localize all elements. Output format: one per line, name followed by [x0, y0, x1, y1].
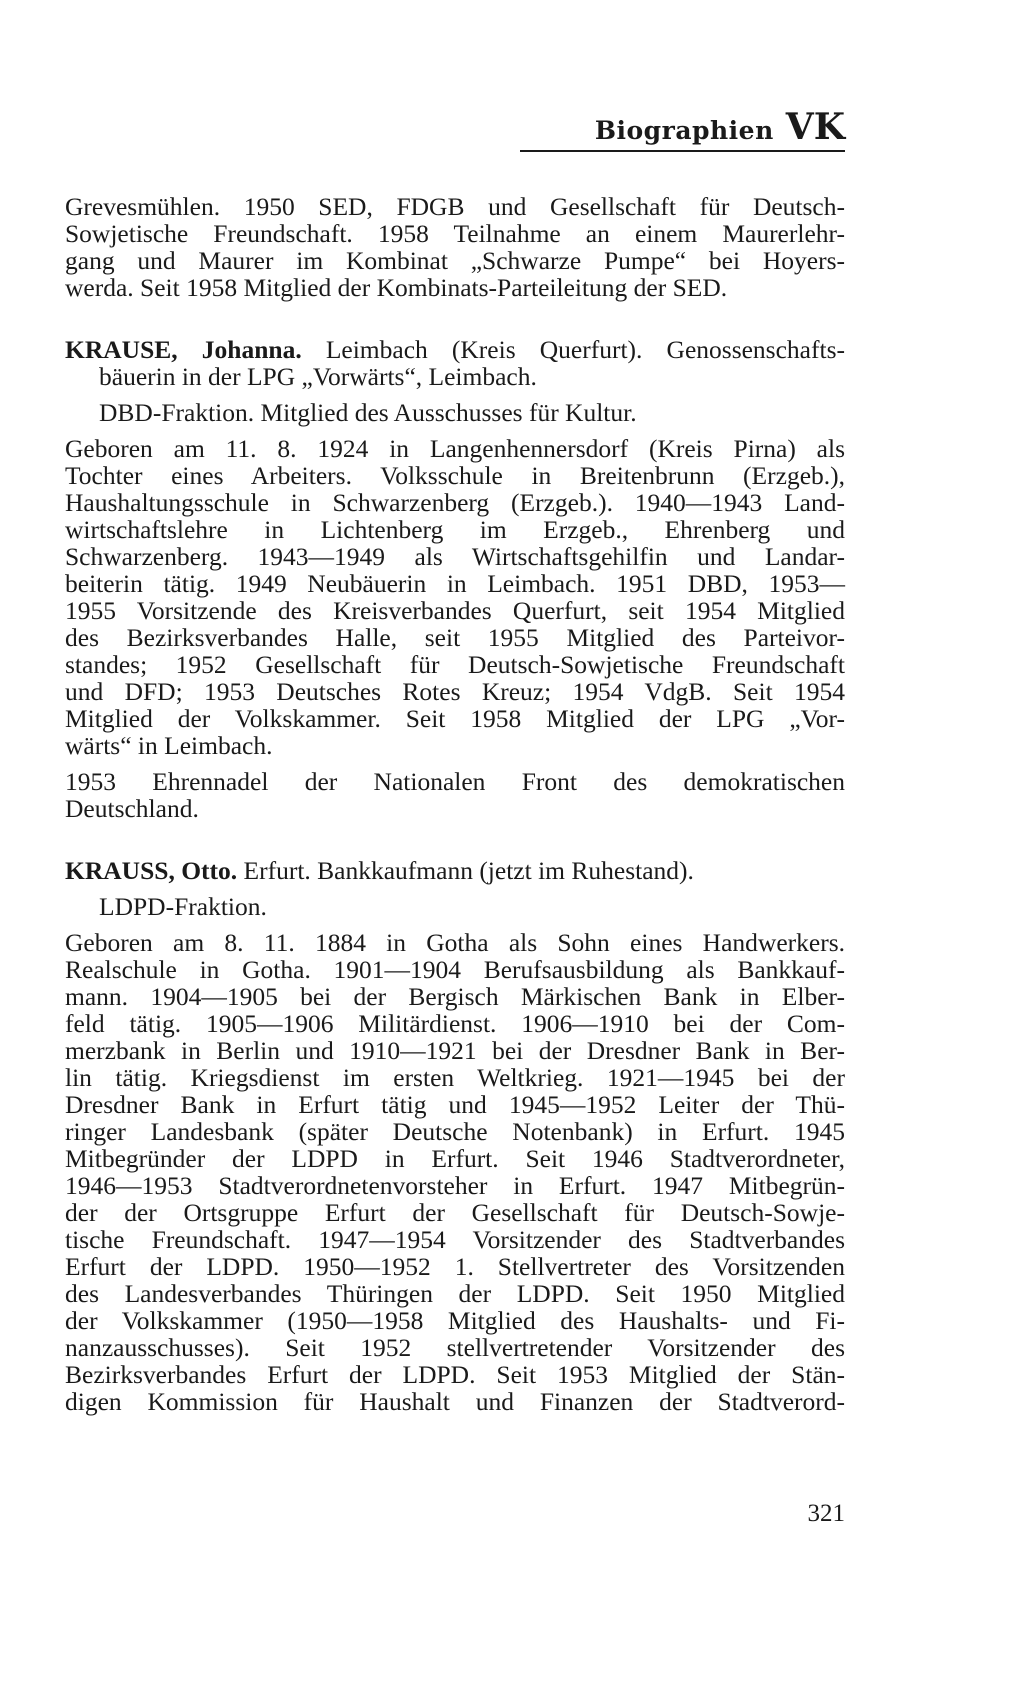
text-line: Tochter eines Arbeiters. Volksschule in Breitenbrunn (Erzgeb.), — [65, 461, 845, 490]
header-label: Biographien — [594, 116, 774, 145]
entry-krauss — [65, 857, 845, 1415]
text-line: des Bezirksverbandes Halle, seit 1955 Mitglied des Parteivor- — [65, 623, 845, 652]
text-line: des Landesverbandes Thüringen der LDPD. Seit 1950 Mitglied — [65, 1279, 845, 1308]
text-line: feld tätig. 1905—1906 Militärdienst. 1906—1910 bei der Com- — [65, 1009, 845, 1038]
text-line: Sowjetische Freundschaft. 1958 Teilnahme an einem Maurerlehr- — [65, 219, 845, 248]
entry-awards — [65, 768, 845, 822]
text-line: beiterin tätig. 1949 Neubäuerin in Leimbach. 1951 DBD, 1953— — [65, 569, 845, 598]
entry-header-rest: Erfurt. Bankkaufmann (jetzt im Ruhestand). — [237, 856, 694, 885]
text-line: mann. 1904—1905 bei der Bergisch Märkischen Bank in Elber- — [65, 982, 845, 1011]
text-line: merzbank in Berlin und 1910—1921 bei der Dresdner Bank in Ber- — [65, 1036, 845, 1065]
entry-faction: LDPD-Fraktion. — [99, 892, 267, 921]
text-line: Geboren am 8. 11. 1884 in Gotha als Sohn eines Handwerkers. — [65, 928, 845, 957]
text-line: Realschule in Gotha. 1901—1904 Berufsausbildung als Bankkauf- — [65, 955, 845, 984]
text-line: lin tätig. Kriegsdienst im ersten Weltkrieg. 1921—1945 bei der — [65, 1063, 845, 1092]
text-line: digen Kommission für Haushalt und Finanzen der Stadtverord- — [65, 1387, 845, 1416]
text-line: der Volkskammer (1950—1958 Mitglied des Haushalts- und Fi- — [65, 1306, 845, 1335]
text-line: ringer Landesbank (später Deutsche Notenbank) in Erfurt. 1945 — [65, 1117, 845, 1146]
entry-header-rest: Leimbach (Kreis Querfurt). Genossenschafts- — [301, 335, 845, 364]
text-line: wärts“ in Leimbach. — [65, 731, 273, 760]
entry-name: KRAUSS, Otto. — [65, 856, 238, 885]
entry-krause — [65, 336, 845, 822]
entry-name: KRAUSE, Johanna. — [65, 335, 302, 364]
text-line: Dresdner Bank in Erfurt tätig und 1945—1952 Leiter der Thü- — [65, 1090, 845, 1119]
running-header — [520, 106, 845, 148]
text-line: Grevesmühlen. 1950 SED, FDGB und Gesellschaft für Deutsch- — [65, 192, 845, 221]
entry-header-line — [65, 857, 845, 884]
page-number: 321 — [807, 1500, 845, 1527]
entry-bio — [65, 435, 845, 759]
text-line: und DFD; 1953 Deutsches Rotes Kreuz; 1954 VdgB. Seit 1954 — [65, 677, 845, 706]
entry-header — [65, 336, 845, 390]
header-code: VK — [785, 106, 845, 148]
text-line: der der Ortsgruppe Erfurt der Gesellschaft für Deutsch-Sowje- — [65, 1198, 845, 1227]
text-line: 1946—1953 Stadtverordnetenvorsteher in Erfurt. 1947 Mitbegrün- — [65, 1171, 845, 1200]
text-line: standes; 1952 Gesellschaft für Deutsch-Sowjetische Freundschaft — [65, 650, 845, 679]
header-rule — [520, 150, 845, 152]
text-line: gang und Maurer im Kombinat „Schwarze Pumpe“ bei Hoyers- — [65, 246, 845, 275]
entry-header-cont: bäuerin in der LPG „Vorwärts“, Leimbach. — [99, 362, 537, 391]
entry-header-line — [65, 336, 845, 363]
text-column — [65, 193, 845, 1415]
text-line: wirtschaftslehre in Lichtenberg im Erzgeb., Ehrenberg und — [65, 515, 845, 544]
text-line: Haushaltungsschule in Schwarzenberg (Erzgeb.). 1940—1943 Land- — [65, 488, 845, 517]
text-line: Geboren am 11. 8. 1924 in Langenhennersdorf (Kreis Pirna) als — [65, 434, 845, 463]
text-line: Deutschland. — [65, 794, 199, 823]
text-line: 1953 Ehrennadel der Nationalen Front des demokratischen — [65, 767, 845, 796]
text-line: werda. Seit 1958 Mitglied der Kombinats-Parteileitung der SED. — [65, 273, 728, 302]
text-line: tische Freundschaft. 1947—1954 Vorsitzender des Stadtverbandes — [65, 1225, 845, 1254]
entry-bio — [65, 929, 845, 1415]
text-line: nanzausschusses). Seit 1952 stellvertretender Vorsitzender des — [65, 1333, 845, 1362]
intro-paragraph — [65, 193, 845, 301]
text-line: 1955 Vorsitzende des Kreisverbandes Querfurt, seit 1954 Mitglied — [65, 596, 845, 625]
text-line: Erfurt der LDPD. 1950—1952 1. Stellvertreter des Vorsitzenden — [65, 1252, 845, 1281]
text-line: Mitbegründer der LDPD in Erfurt. Seit 1946 Stadtverordneter, — [65, 1144, 845, 1173]
entry-header — [65, 857, 845, 884]
text-line: Bezirksverbandes Erfurt der LDPD. Seit 1953 Mitglied der Stän- — [65, 1360, 845, 1389]
entry-faction: DBD-Fraktion. Mitglied des Ausschusses für Kultur. — [99, 398, 637, 427]
text-line: Schwarzenberg. 1943—1949 als Wirtschaftsgehilfin und Landar- — [65, 542, 845, 571]
text-line: Mitglied der Volkskammer. Seit 1958 Mitglied der LPG „Vor- — [65, 704, 845, 733]
